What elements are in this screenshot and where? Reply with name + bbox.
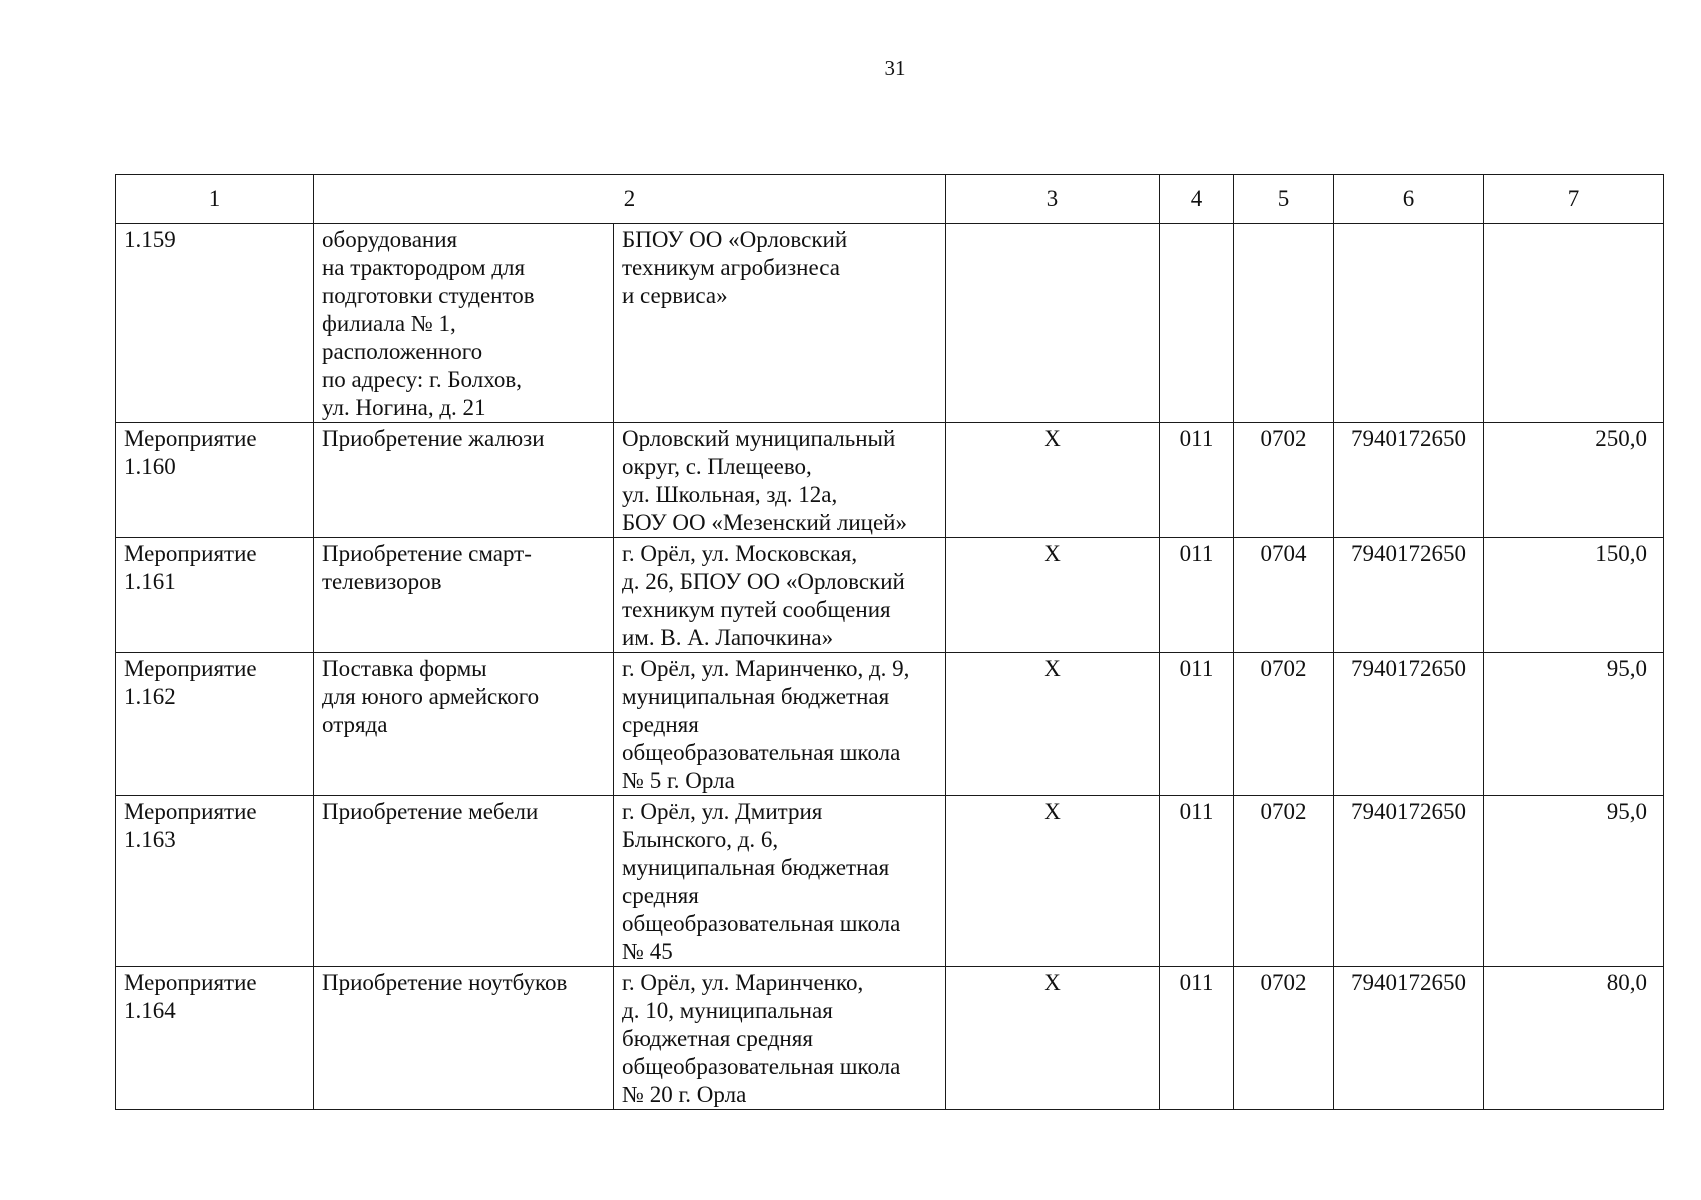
row-col-5: 0702 <box>1234 796 1334 967</box>
row-col-5: 0702 <box>1234 423 1334 538</box>
table-row <box>116 967 1664 1110</box>
row-col-4 <box>1160 224 1234 423</box>
row-col-5: 0702 <box>1234 653 1334 796</box>
row-name: Приобретение жалюзи <box>314 423 614 538</box>
page-number: 31 <box>884 56 906 80</box>
budget-table <box>115 174 1664 1110</box>
row-col-6: 7940172650 <box>1334 967 1484 1110</box>
row-col-7: 250,0 <box>1484 423 1664 538</box>
header-col-3: 3 <box>946 175 1160 224</box>
row-col-7: 95,0 <box>1484 796 1664 967</box>
row-id: Мероприятие 1.161 <box>116 538 314 653</box>
table-row <box>116 538 1664 653</box>
row-col-3: Х <box>946 423 1160 538</box>
row-col-3 <box>946 224 1160 423</box>
header-col-1: 1 <box>116 175 314 224</box>
row-col-6: 7940172650 <box>1334 796 1484 967</box>
row-col-7: 150,0 <box>1484 538 1664 653</box>
row-col-4: 011 <box>1160 967 1234 1110</box>
row-executor: Орловский муниципальный округ, с. Плещеево, ул. Школьная, зд. 12а, БОУ ОО «Мезенский лицей» <box>614 423 946 538</box>
row-id: Мероприятие 1.162 <box>116 653 314 796</box>
row-col-5: 0704 <box>1234 538 1334 653</box>
row-col-6: 7940172650 <box>1334 538 1484 653</box>
header-col-5: 5 <box>1234 175 1334 224</box>
row-col-3: Х <box>946 653 1160 796</box>
header-col-7: 7 <box>1484 175 1664 224</box>
row-col-7: 95,0 <box>1484 653 1664 796</box>
row-executor: г. Орёл, ул. Дмитрия Блынского, д. 6, муниципальная бюджетная средняя общеобразовательная школа № 45 <box>614 796 946 967</box>
row-id: 1.159 <box>116 224 314 423</box>
row-name: Приобретение смарт- телевизоров <box>314 538 614 653</box>
row-name: Приобретение мебели <box>314 796 614 967</box>
row-name: Приобретение ноутбуков <box>314 967 614 1110</box>
row-col-3: Х <box>946 967 1160 1110</box>
table-row <box>116 796 1664 967</box>
header-col-6: 6 <box>1334 175 1484 224</box>
row-id: Мероприятие 1.160 <box>116 423 314 538</box>
header-row <box>116 175 1664 224</box>
row-col-5 <box>1234 224 1334 423</box>
row-col-6 <box>1334 224 1484 423</box>
row-col-6: 7940172650 <box>1334 653 1484 796</box>
row-id: Мероприятие 1.163 <box>116 796 314 967</box>
header-col-2: 2 <box>314 175 946 224</box>
row-col-4: 011 <box>1160 653 1234 796</box>
table-row <box>116 423 1664 538</box>
row-executor: г. Орёл, ул. Маринченко, д. 9, муниципальная бюджетная средняя общеобразовательная школа № 5 г. Орла <box>614 653 946 796</box>
row-executor: г. Орёл, ул. Маринченко, д. 10, муниципальная бюджетная средняя общеобразовательная школа № 20 г. Орла <box>614 967 946 1110</box>
row-col-4: 011 <box>1160 538 1234 653</box>
header-col-4: 4 <box>1160 175 1234 224</box>
row-col-4: 011 <box>1160 423 1234 538</box>
table-row <box>116 653 1664 796</box>
row-col-6: 7940172650 <box>1334 423 1484 538</box>
row-name: Поставка формы для юного армейского отряда <box>314 653 614 796</box>
row-id: Мероприятие 1.164 <box>116 967 314 1110</box>
row-executor: г. Орёл, ул. Московская, д. 26, БПОУ ОО «Орловский техникум путей сообщения им. В. А. Лапочкина» <box>614 538 946 653</box>
row-col-7: 80,0 <box>1484 967 1664 1110</box>
row-col-3: Х <box>946 796 1160 967</box>
row-col-7 <box>1484 224 1664 423</box>
row-executor: БПОУ ОО «Орловский техникум агробизнеса и сервиса» <box>614 224 946 423</box>
row-name: оборудования на трактородром для подготовки студентов филиала № 1, расположенного по адресу: г. Болхов, ул. Ногина, д. 21 <box>314 224 614 423</box>
table-row <box>116 224 1664 423</box>
row-col-4: 011 <box>1160 796 1234 967</box>
row-col-5: 0702 <box>1234 967 1334 1110</box>
row-col-3: Х <box>946 538 1160 653</box>
